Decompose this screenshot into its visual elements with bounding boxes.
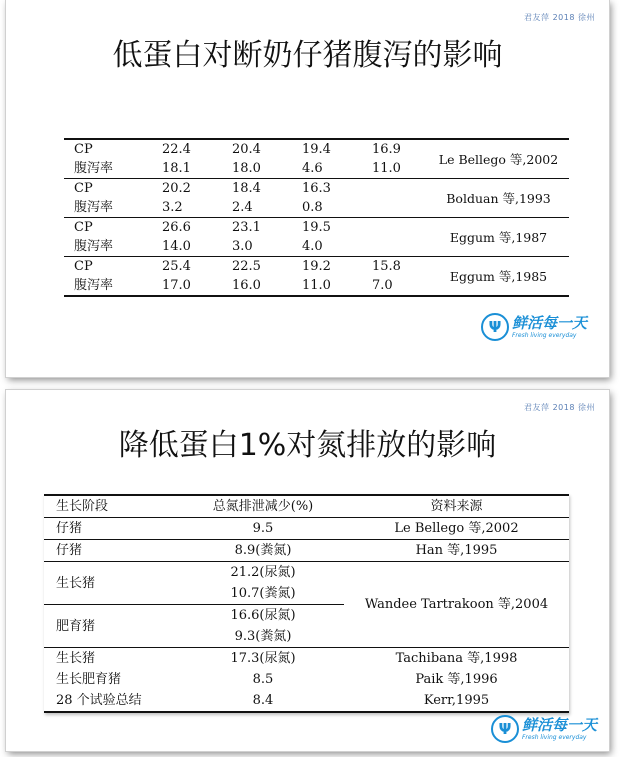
cp-label: CP bbox=[74, 181, 93, 196]
diarrhea-value: 4.0 bbox=[288, 237, 358, 257]
diarrhea-value: 18.1 bbox=[148, 159, 218, 179]
cp-value: 26.6 bbox=[162, 220, 191, 235]
cp-value: 20.2 bbox=[162, 181, 191, 196]
table-row bbox=[44, 518, 569, 540]
source-cell: Wandee Tartrakoon 等,2004 bbox=[344, 562, 569, 648]
brand-logo bbox=[481, 313, 587, 341]
cp-label: CP bbox=[74, 220, 93, 235]
source-cell: Eggum 等,1985 bbox=[449, 268, 548, 284]
slide-nitrogen bbox=[6, 390, 609, 751]
slide-title: 降低蛋白1%对氮排放的影响 bbox=[118, 428, 497, 463]
source-cell: Bolduan 等,1993 bbox=[428, 179, 569, 218]
cp-value: 16.9 bbox=[372, 142, 401, 157]
header-reduction: 总氮排泄减少(%) bbox=[182, 495, 344, 518]
table-row bbox=[64, 179, 569, 199]
source-cell: Le Bellego 等,2002 bbox=[344, 518, 569, 540]
diarrhea-value: 17.0 bbox=[162, 278, 191, 293]
diarrhea-value bbox=[358, 198, 428, 218]
diarrhea-value bbox=[358, 237, 428, 257]
value-cell: 8.5 bbox=[252, 672, 274, 687]
cp-value: 22.5 bbox=[232, 259, 261, 274]
source-cell: Han 等,1995 bbox=[344, 540, 569, 562]
diarrhea-value: 4.6 bbox=[288, 159, 358, 179]
diarrhea-label: 腹泻率 bbox=[64, 159, 148, 179]
stage-cell: 仔猪 bbox=[44, 540, 182, 562]
stage-cell: 生长猪 bbox=[44, 562, 182, 605]
logo-tagline: Fresh living everyday bbox=[521, 733, 587, 741]
nitrogen-table bbox=[44, 494, 569, 713]
cp-value: 20.4 bbox=[232, 142, 261, 157]
stage-cell: 生长猪 bbox=[56, 651, 96, 666]
value-cell: 17.3(尿氮) bbox=[230, 651, 296, 666]
value-cell: 10.7(粪氮) bbox=[182, 583, 344, 605]
value-cell: 9.3(粪氮) bbox=[182, 626, 344, 648]
table-row bbox=[44, 669, 569, 690]
stage-cell: 仔猪 bbox=[44, 518, 182, 540]
header-stage: 生长阶段 bbox=[44, 495, 182, 518]
watermark: 君友萍 2018 徐州 bbox=[524, 403, 595, 412]
cp-value: 23.1 bbox=[232, 220, 261, 235]
diarrhea-value: 16.0 bbox=[232, 278, 261, 293]
table-row bbox=[44, 540, 569, 562]
diarrhea-value: 7.0 bbox=[372, 278, 393, 293]
diarrhea-value: 0.8 bbox=[288, 198, 358, 218]
diarrhea-value: 3.0 bbox=[218, 237, 288, 257]
header-source: 资料来源 bbox=[344, 495, 569, 518]
diarrhea-value: 18.0 bbox=[218, 159, 288, 179]
stage-cell: 28 个试验总结 bbox=[56, 693, 142, 708]
trident-logo-icon: Ψ bbox=[481, 313, 509, 341]
diarrhea-value: 11.0 bbox=[302, 278, 331, 293]
table-row bbox=[44, 562, 569, 584]
cp-value: 15.8 bbox=[372, 259, 401, 274]
source-cell: Paik 等,1996 bbox=[415, 672, 498, 687]
cp-value: 19.2 bbox=[302, 259, 331, 274]
table-row bbox=[44, 648, 569, 670]
cp-label: CP bbox=[74, 142, 93, 157]
logo-tagline: Fresh living everyday bbox=[511, 331, 577, 339]
table-row bbox=[64, 218, 569, 238]
source-cell: Tachibana 等,1998 bbox=[395, 651, 518, 666]
diarrhea-value: 14.0 bbox=[148, 237, 218, 257]
brand-logo bbox=[491, 715, 597, 743]
cp-value: 25.4 bbox=[162, 259, 191, 274]
trident-logo-icon: Ψ bbox=[491, 715, 519, 743]
cp-value bbox=[358, 218, 428, 238]
cp-label: CP bbox=[74, 259, 93, 274]
source-cell: Eggum 等,1987 bbox=[428, 218, 569, 257]
value-cell: 21.2(尿氮) bbox=[230, 565, 296, 580]
value-cell: 16.6(尿氮) bbox=[230, 608, 296, 623]
table-row bbox=[64, 139, 569, 159]
watermark: 君友萍 2018 徐州 bbox=[524, 13, 595, 22]
cp-value: 16.3 bbox=[302, 181, 331, 196]
slide-diarrhea bbox=[6, 0, 609, 377]
table-row bbox=[64, 257, 569, 277]
cp-value: 22.4 bbox=[162, 142, 191, 157]
value-cell: 9.5 bbox=[182, 518, 344, 540]
stage-cell: 生长肥育猪 bbox=[56, 672, 122, 687]
cp-value bbox=[358, 179, 428, 199]
cp-value: 19.4 bbox=[302, 142, 331, 157]
value-cell: 8.4 bbox=[252, 693, 274, 708]
logo-name: 鲜活每一天 bbox=[511, 313, 587, 332]
diarrhea-label: 腹泻率 bbox=[74, 278, 114, 293]
diarrhea-value: 3.2 bbox=[148, 198, 218, 218]
stage-cell: 肥育猪 bbox=[44, 605, 182, 648]
table-row bbox=[44, 690, 569, 712]
table-header-row bbox=[44, 495, 569, 518]
diarrhea-value: 11.0 bbox=[358, 159, 428, 179]
source-cell: Kerr,1995 bbox=[423, 693, 490, 708]
cp-value: 18.4 bbox=[232, 181, 261, 196]
logo-name: 鲜活每一天 bbox=[521, 715, 597, 734]
diarrhea-label: 腹泻率 bbox=[64, 198, 148, 218]
value-cell: 8.9(粪氮) bbox=[182, 540, 344, 562]
cp-value: 19.5 bbox=[302, 220, 331, 235]
source-cell: Le Bellego 等,2002 bbox=[428, 139, 569, 179]
diarrhea-table bbox=[64, 138, 569, 297]
diarrhea-value: 2.4 bbox=[218, 198, 288, 218]
slide-title: 低蛋白对断奶仔猪腹泻的影响 bbox=[112, 38, 503, 73]
diarrhea-label: 腹泻率 bbox=[64, 237, 148, 257]
